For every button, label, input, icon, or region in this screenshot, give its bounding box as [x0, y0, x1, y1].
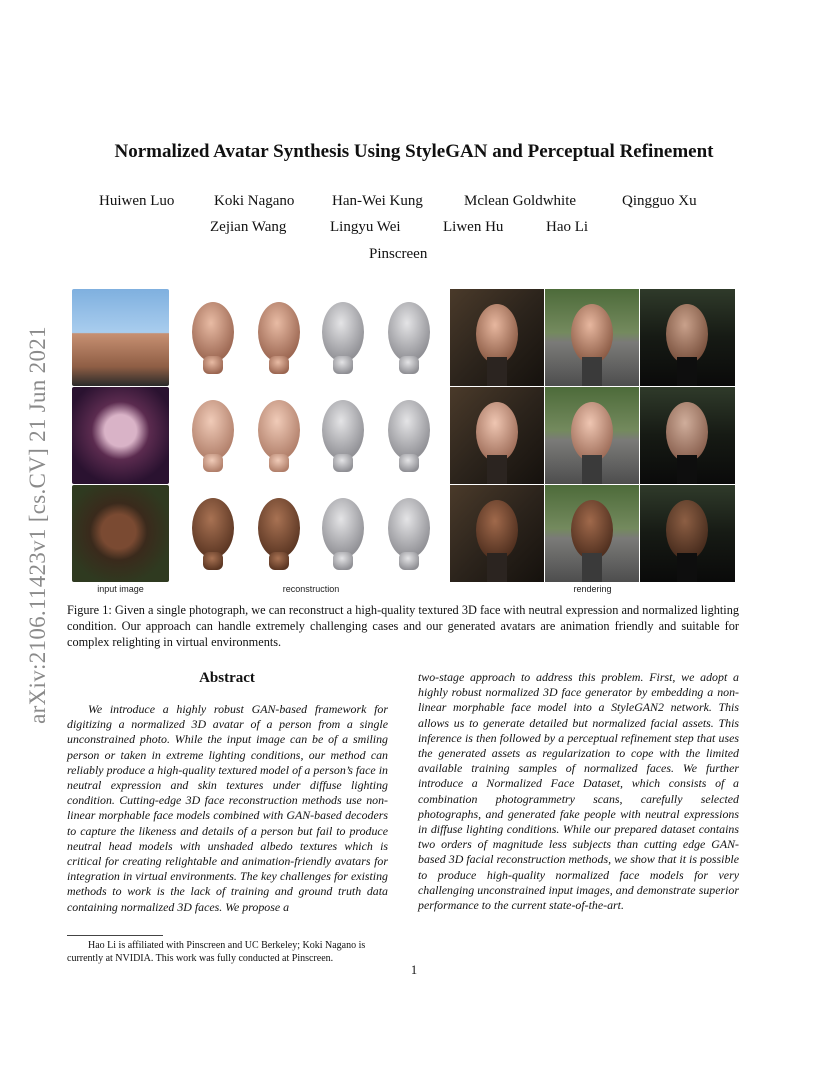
reconstruction-geometry [322, 302, 364, 374]
author-name: Qingguo Xu [622, 193, 697, 209]
arxiv-stamp-text: arXiv:2106.11423v1 [cs.CV] 21 Jun 2021 [25, 326, 50, 724]
reconstruction-textured [192, 302, 234, 374]
author-name: Han-Wei Kung [332, 193, 423, 209]
reconstruction-geometry [388, 400, 430, 472]
reconstruction-textured [192, 400, 234, 472]
reconstruction-geometry [388, 498, 430, 570]
figure-label-reconstruction: reconstruction [282, 584, 340, 594]
reconstruction-grid [183, 292, 439, 582]
figure-caption: Figure 1: Given a single photograph, we can reconstruct a high-quality textured 3D face with neutral expression and normalized lighting condition. Our approach can handle extremely challenging cases and our generated avatars are animation friendly and suitable for complex relighting in virtual environments. [67, 603, 739, 649]
author-name: Zejian Wang [210, 219, 287, 235]
author-name: Hao Li [546, 219, 589, 235]
rendering-grid [450, 289, 735, 582]
author-name: Liwen Hu [443, 219, 504, 235]
paper-title: Normalized Avatar Synthesis Using StyleGAN and Perceptual Refinement [114, 141, 714, 162]
page-number: 1 [410, 963, 418, 977]
figure-label-input: input image [97, 584, 144, 594]
reconstruction-textured [258, 400, 300, 472]
author-name: Huiwen Luo [99, 193, 175, 209]
affiliation: Pinscreen [369, 246, 428, 262]
footnote: Hao Li is affiliated with Pinscreen and UC Berkeley; Koki Nagano is currently at NVIDIA. This work was fully conducted at Pinscreen. [67, 940, 366, 964]
footnote-rule [67, 935, 163, 936]
reconstruction-textured [258, 302, 300, 374]
author-name: Lingyu Wei [330, 219, 401, 235]
abstract-heading: Abstract [199, 670, 255, 686]
input-photo [72, 485, 169, 582]
abstract-paragraph: We introduce a highly robust GAN-based framework for digitizing a normalized 3D avatar of a person from a single unconstrained photo. While the input image can be of a smiling person or taken in extreme lighting conditions, our method can reliably produce a high-quality textured model of a person’s face in neutral expression and skin textures under diffuse lighting condition. Cutting-edge 3D face reconstruction methods use non-linear morphable face models combined with GAN-based decoders to capture the likeness and details of a person but fail to produce neutral head models with unshaded albedo textures which is critical for creating relightable and animation-friendly avatars for integration in virtual environments. The key challenges for existing methods to work is the lack of training and ground truth data containing normalized 3D faces. We propose a [67, 702, 388, 914]
figure-label-rendering: rendering [573, 584, 612, 594]
abstract-paragraph: two-stage approach to address this problem. First, we adopt a highly robust normalized 3D face generator by embedding a non-linear morphable face model into a StyleGAN2 network. This allows us to generate detailed but normalized facial assets. This inference is then followed by a perceptual refinement step that uses the generated assets as regularization to cope with the limited available training samples of normalized faces. We further introduce a Normalized Face Dataset, which consists of a combination photogrammetry scans, carefully selected photographs, and generated fake people with neutral expressions in diffuse lighting conditions. While our prepared dataset contains two orders of magnitude less subjects than cutting edge GAN-based 3D facial reconstruction methods, we show that it is possible to produce high-quality normalized face models for very challenging unconstrained input images, and demonstrate superior performance to the current state-of-the-art. [418, 670, 739, 913]
author-name: Mclean Goldwhite [464, 193, 577, 209]
abstract-left-column [67, 702, 388, 915]
reconstruction-textured [258, 498, 300, 570]
input-photo [72, 387, 169, 484]
author-name: Koki Nagano [214, 193, 295, 209]
reconstruction-textured [192, 498, 234, 570]
reconstruction-geometry [388, 302, 430, 374]
reconstruction-geometry [322, 498, 364, 570]
reconstruction-geometry [322, 400, 364, 472]
input-photo [72, 289, 169, 386]
abstract-right-column [418, 670, 739, 913]
